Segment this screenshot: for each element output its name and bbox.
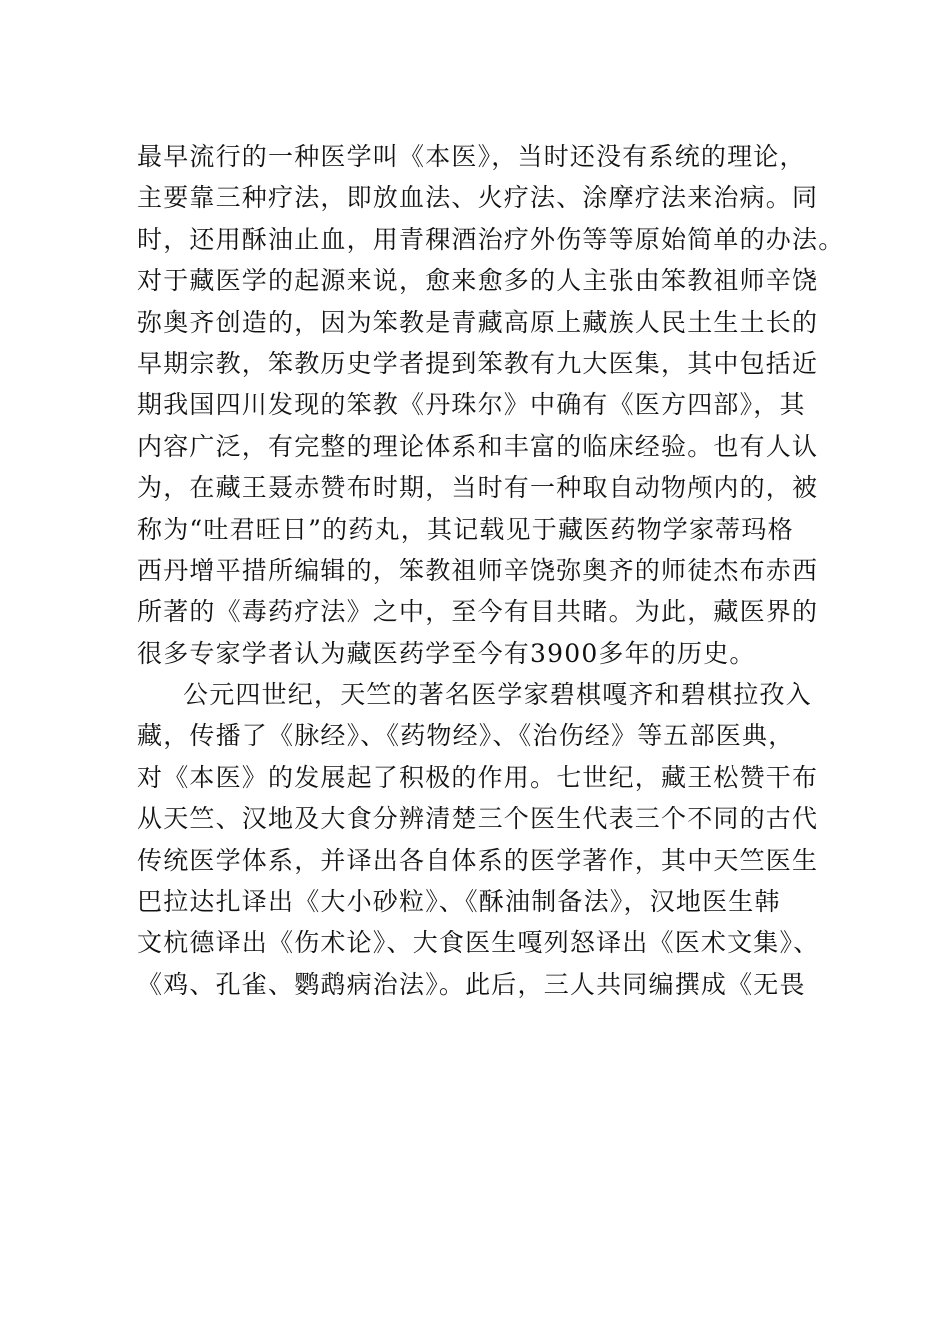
text-line: 期我国四川发现的笨教《丹珠尔》中确有《医方四部》，其: [137, 390, 806, 420]
text-line: 早期宗教，笨教历史学者提到笨教有九大医集，其中包括近: [137, 348, 819, 378]
text-line: 对《本医》的发展起了积极的作用。七世纪，藏王松赞干布: [137, 762, 819, 792]
text-line: 主要靠三种疗法，即放血法、火疗法、涂摩疗法来治病。同: [137, 183, 819, 213]
paragraph-2: [137, 674, 837, 1005]
text-line: 内容广泛，有完整的理论体系和丰富的临床经验。也有人认: [137, 431, 819, 461]
text-line: 公元四世纪，天竺的著名医学家碧棋嘎齐和碧棋拉孜入: [183, 680, 812, 710]
text-line: 《鸡、孔雀、鹦鹉病治法》。此后，三人共同编撰成《无畏: [137, 969, 806, 999]
text-line: 藏，传播了《脉经》、《药物经》、《治伤经》等五部医典，: [137, 721, 795, 751]
text-line: 对于藏医学的起源来说，愈来愈多的人主张由笨教祖师辛饶: [137, 266, 819, 296]
text-line: 很多专家学者认为藏医药学至今有3900多年的历史。: [137, 638, 756, 668]
text-line: 巴拉达扎译出《大小砂粒》、《酥油制备法》，汉地医生韩: [137, 887, 781, 917]
text-line: 时，还用酥油止血，用青稞酒治疗外伤等等原始简单的办法。: [137, 224, 845, 254]
paragraph-1: [137, 136, 845, 674]
text-line: 最早流行的一种医学叫《本医》，当时还没有系统的理论，: [137, 142, 806, 171]
text-line: 为，在藏王聂赤赞布时期，当时有一种取自动物颅内的，被: [137, 473, 819, 503]
text-line: 所著的《毒药疗法》之中，至今有目共睹。为此，藏医界的: [137, 597, 819, 627]
text-line: 传统医学体系，并译出各自体系的医学著作，其中天竺医生: [137, 845, 819, 875]
text-line: 文杭德译出《伤术论》、大食医生嘎列怒译出《医术文集》、: [137, 928, 820, 958]
text-line: 弥奥齐创造的，因为笨教是青藏高原上藏族人民土生土长的: [137, 307, 819, 337]
text-line: 从天竺、汉地及大食分辨清楚三个医生代表三个不同的古代: [137, 804, 819, 834]
text-line: 称为“吐君旺日”的药丸，其记载见于藏医药物学家蒂玛格: [137, 514, 794, 544]
body-text: [137, 136, 845, 1005]
text-line: 西丹增平措所编辑的，笨教祖师辛饶弥奥齐的师徒杰布赤西: [137, 555, 819, 585]
